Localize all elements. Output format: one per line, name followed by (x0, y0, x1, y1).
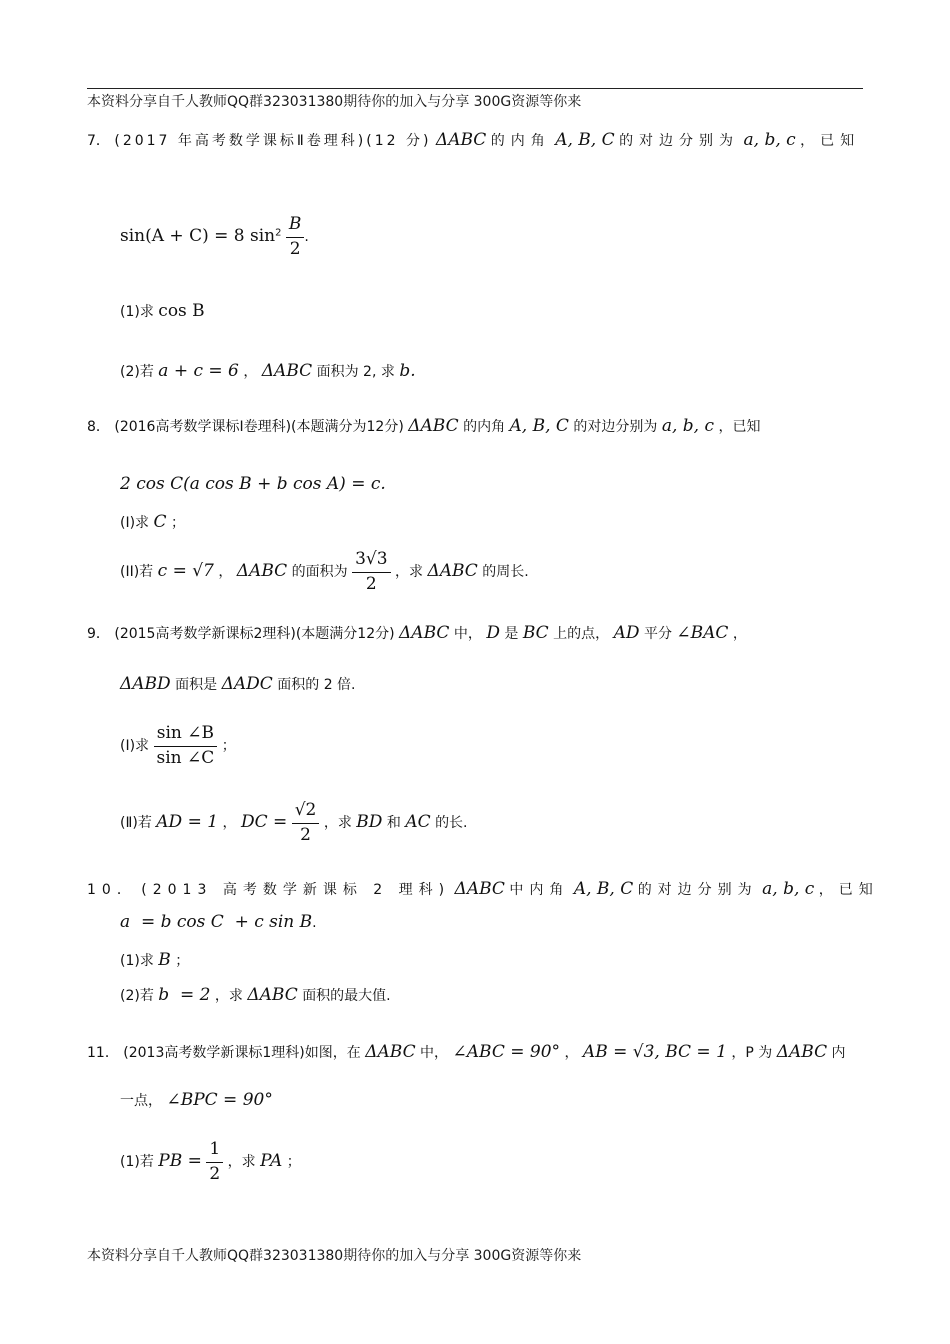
problem-11-text1: 中， (420, 1045, 449, 1061)
problem-9-tri-adc: ΔADC (221, 674, 273, 694)
problem-8-q2-triangle2: ΔABC (427, 561, 478, 582)
problem-8-q2-fraction (352, 550, 390, 594)
problem-9-text5: ， (732, 626, 747, 642)
problem-11-q1-fraction (206, 1140, 223, 1184)
problem-9-q2-sep: ， (222, 815, 237, 832)
problem-8-q2 (120, 550, 529, 594)
problem-11-triangle: ΔABC (365, 1042, 416, 1062)
problem-9-l2-text1: 面积是 (175, 677, 218, 693)
page-header: 本资料分享自千人教师QQ群323031380期待你的加入与分享 300G资源等你来 (87, 94, 582, 110)
problem-9-tri-abd: ΔABD (120, 674, 171, 694)
problem-10-q2-text1: ，求 (214, 988, 243, 1004)
problem-9-q2-bd: BD (356, 812, 383, 833)
problem-8-triangle: ΔABC (408, 416, 459, 436)
problem-11-sides: AB = √3, BC = 1 (582, 1042, 727, 1062)
problem-7-q1-label: (1)求 (120, 304, 154, 320)
problem-11-text2: ， (564, 1045, 579, 1061)
problem-8-line1 (87, 418, 760, 435)
problem-9-text4: 平分 (643, 626, 672, 642)
problem-10-condition (120, 914, 317, 931)
problem-9-q2-text2: 的长. (435, 815, 468, 832)
problem-7-q2 (120, 363, 416, 380)
problem-10-line1 (87, 881, 879, 898)
problem-11-text3: ，P 为 (731, 1045, 773, 1061)
problem-7-cond-fraction (286, 215, 305, 259)
problem-11-l2-angle: ∠BPC = 90° (166, 1090, 273, 1110)
problem-7-q2-text: 面积为 2, 求 (316, 364, 395, 380)
problem-10-sides: a, b, c (762, 879, 815, 899)
problem-10-q1-end: ； (175, 953, 190, 969)
problem-9-ad: AD (613, 623, 640, 643)
problem-8-angles: A, B, C (509, 416, 569, 436)
problem-8-number: 8． (87, 419, 110, 435)
problem-9-text1: 中， (453, 626, 482, 642)
problem-7-number: 7． (87, 133, 110, 149)
problem-9-q2-fraction (292, 801, 320, 845)
problem-9-q2-ad: AD = 1 (156, 812, 219, 833)
problem-10-number: 10． (87, 882, 137, 898)
problem-11-source: (2013高考数学新课标1理科)如图，在 (123, 1045, 361, 1061)
problem-7-sides: a, b, c (743, 130, 796, 150)
problem-8-condition (120, 476, 386, 493)
problem-11-l2-text: 一点， (120, 1093, 162, 1109)
problem-7-triangle: ΔABC (435, 130, 487, 150)
problem-8-q1-math: C (153, 512, 167, 532)
problem-7-text1: 的内角 (490, 133, 551, 149)
problem-7-q1 (120, 303, 205, 320)
header-rule (87, 88, 863, 89)
problem-10-q1-math: B (158, 950, 171, 970)
problem-11-q1-pa: PA (260, 1151, 283, 1172)
fraction-numerator: 1 (206, 1140, 223, 1163)
problem-8-q1 (120, 514, 185, 531)
problem-9-triangle: ΔABC (399, 623, 450, 643)
problem-9-d: D (486, 623, 500, 643)
problem-8-q1-label: (I)求 (120, 515, 150, 531)
problem-10-cond-end: . (312, 915, 317, 931)
fraction-denominator: 2 (209, 1163, 221, 1184)
problem-10-text3: ，已知 (818, 882, 879, 898)
problem-8-source: (2016高考数学课标Ⅰ卷理科)(本题满分为12分) (114, 419, 404, 435)
problem-7-q1-math: cos B (158, 301, 205, 321)
problem-10-q2 (120, 987, 391, 1004)
fraction-denominator: 2 (300, 824, 311, 845)
problem-9-q2-and: 和 (386, 815, 401, 832)
problem-7-q2-label: (2)若 (120, 364, 154, 380)
problem-11-triangle2: ΔABC (776, 1042, 828, 1062)
problem-8-text2: 的对边分别为 (573, 419, 658, 435)
problem-9-angle: ∠BAC (676, 623, 729, 643)
problem-9-text3: 上的点， (553, 626, 610, 642)
problem-7-cond-end: . (304, 229, 309, 246)
problem-8-equation: 2 cos C(a cos B + b cos A) = c. (120, 474, 386, 494)
problem-11-line2 (120, 1092, 273, 1109)
fraction-numerator: 3√3 (352, 550, 390, 573)
problem-11-q1-label: (1)若 (120, 1154, 154, 1171)
problem-8-q1-end: ； (170, 515, 185, 531)
problem-11-text4: 内 (831, 1045, 846, 1061)
problem-8-text3: ，已知 (718, 419, 761, 435)
problem-10-text1: 中内角 (509, 882, 570, 898)
problem-10-triangle: ΔABC (454, 879, 505, 899)
problem-7-text2: 的对边分别为 (619, 133, 740, 149)
problem-9-q1-fraction (154, 724, 218, 768)
problem-9-q1 (120, 724, 236, 768)
problem-8-q2-text3: 的周长. (482, 564, 529, 581)
fraction-numerator: B (286, 215, 305, 238)
problem-11-angle: ∠ABC = 90° (452, 1042, 561, 1062)
problem-7-cond-left: sin(A + C) = 8 sin (120, 226, 276, 247)
problem-9-line2 (120, 676, 356, 693)
problem-9-q2-dc: DC = (240, 812, 288, 833)
problem-9-q2-text1: ，求 (323, 815, 352, 832)
problem-9-number: 9． (87, 626, 110, 642)
problem-11-q1 (120, 1140, 301, 1184)
problem-10-text2: 的对边分别为 (637, 882, 758, 898)
problem-9-q1-label: (Ⅰ)求 (120, 738, 150, 755)
problem-10-q2-text2: 面积的最大值. (302, 988, 391, 1004)
problem-10-q2-triangle: ΔABC (247, 985, 298, 1005)
problem-8-q2-label: (II)若 (120, 564, 154, 581)
problem-7-q2-b: b. (399, 361, 416, 381)
problem-8-q2-triangle: ΔABC (236, 561, 288, 582)
problem-10-angles: A, B, C (573, 879, 634, 899)
fraction-denominator: sin ∠C (156, 747, 215, 768)
problem-8-q2-text2: ，求 (394, 564, 423, 581)
problem-10-source: (2013 高考数学新课标 2 理科) (141, 882, 451, 898)
problem-10-q2-label: (2)若 (120, 988, 154, 1004)
fraction-numerator: √2 (292, 801, 320, 824)
problem-8-q2-sep: ， (218, 564, 233, 581)
problem-7-cond-exp: 2 (275, 227, 282, 239)
problem-11-q1-text: ，求 (227, 1154, 256, 1171)
problem-11-line1 (87, 1044, 846, 1061)
problem-7-source: (2017 年高考数学课标Ⅱ卷理科)(12 分) (114, 133, 432, 149)
fraction-numerator: sin ∠B (154, 724, 217, 747)
problem-9-text2: 是 (504, 626, 519, 642)
problem-9-bc: BC (522, 623, 549, 643)
problem-9-source: (2015高考数学新课标2理科)(本题满分12分) (114, 626, 395, 642)
problem-10-q1 (120, 952, 189, 969)
problem-8-sides: a, b, c (661, 416, 714, 436)
problem-9-q2-label: (Ⅱ)若 (120, 815, 152, 832)
problem-8-q2-c: c = √7 (157, 561, 214, 582)
problem-11-q1-pb: PB = (158, 1151, 202, 1172)
problem-8-text1: 的内角 (463, 419, 506, 435)
problem-10-q1-label: (1)求 (120, 953, 154, 969)
problem-7-text3: ，已知 (800, 133, 861, 149)
problem-8-q2-text1: 的面积为 (291, 564, 348, 581)
problem-9-q2-ac: AC (405, 812, 431, 833)
problem-9-q1-end: ； (221, 738, 236, 755)
page-footer: 本资料分享自千人教师QQ群323031380期待你的加入与分享 300G资源等你来 (87, 1248, 582, 1264)
problem-7-condition (120, 215, 309, 259)
problem-9-line1 (87, 625, 747, 642)
problem-7-q2-triangle: ΔABC (261, 361, 313, 381)
problem-7-angles: A, B, C (555, 130, 615, 150)
problem-9-l2-text2: 面积的 2 倍. (277, 677, 356, 693)
problem-10-equation: a = b cos C + c sin B (120, 912, 313, 932)
problem-11-number: 11． (87, 1045, 119, 1061)
problem-7-q2-sep: ， (243, 364, 258, 380)
fraction-denominator: 2 (365, 573, 377, 594)
fraction-denominator: 2 (289, 238, 301, 259)
problem-7-line1 (87, 132, 860, 149)
problem-9-q2 (120, 801, 468, 845)
problem-10-q2-b: b = 2 (158, 985, 211, 1005)
problem-7-q2-sum: a + c = 6 (158, 361, 239, 381)
problem-11-q1-end: ； (286, 1154, 301, 1171)
